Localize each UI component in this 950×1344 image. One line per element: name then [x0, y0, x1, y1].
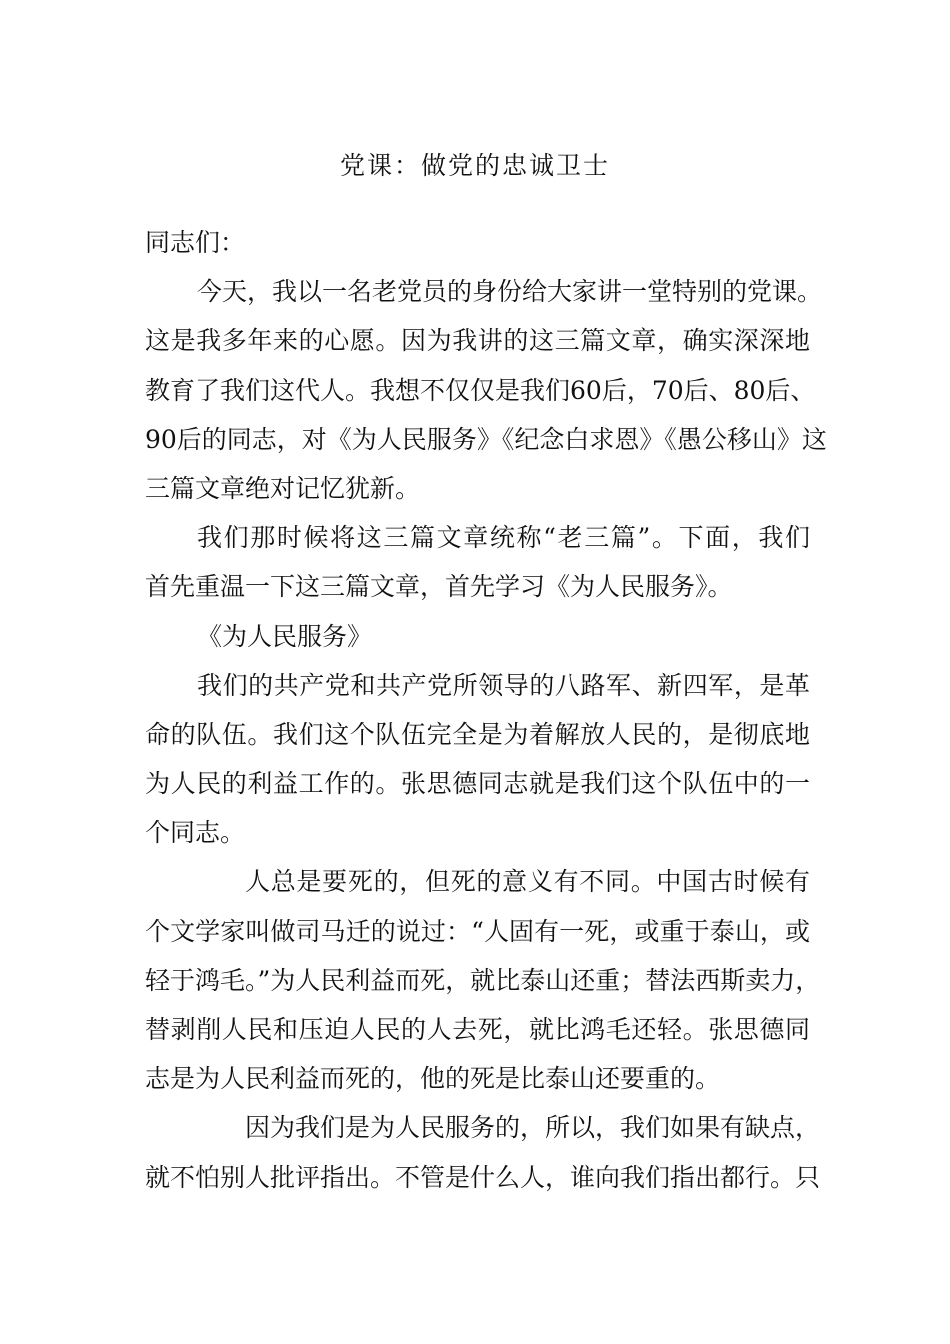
paragraph-line: 个同志。 — [145, 818, 246, 848]
section-heading: 《为人民服务》 — [197, 621, 373, 651]
paragraph-line: 为人民的利益工作的。张思德同志就是我们这个队伍中的一 — [145, 769, 810, 799]
document-body — [145, 218, 827, 1202]
paragraph-line: 我们的共产党和共产党所领导的八路军、新四军，是革 — [197, 670, 810, 700]
paragraph-line: 教育了我们这代人。我想不仅仅是我们60后，70后、80后、 — [145, 375, 816, 405]
paragraph-line: 轻于鸿毛。”为人民利益而死，就比泰山还重；替法西斯卖力， — [145, 965, 821, 995]
paragraph-line: 替剥削人民和压迫人民的人去死，就比鸿毛还轻。张思德同 — [145, 1015, 810, 1044]
paragraph-line: 就不怕别人批评指出。不管是什么人，谁向我们指出都行。只 — [145, 1162, 821, 1192]
paragraph-line: 首先重温一下这三篇文章，首先学习《为人民服务》。 — [145, 572, 733, 602]
paragraph-line: 个文学家叫做司马迁的说过：“人固有一死，或重于泰山，或 — [145, 916, 810, 946]
paragraph-line: 今天，我以一名老党员的身份给大家讲一堂特别的党课。 — [197, 277, 823, 307]
paragraph-line: 三篇文章绝对记忆犹新。 — [145, 473, 421, 503]
paragraph-line: 人总是要死的，但死的意义有不同。中国古时候有 — [245, 867, 810, 897]
paragraph-line: 志是为人民利益而死的，他的死是比泰山还要重的。 — [145, 1064, 721, 1094]
document-title: 党课：做党的忠诚卫士 — [339, 151, 610, 180]
salutation-line: 同志们： — [145, 228, 246, 257]
paragraph-line: 我们那时候将这三篇文章统称“老三篇”。下面，我们 — [197, 523, 810, 553]
paragraph-line: 这是我多年来的心愿。因为我讲的这三篇文章，确实深深地 — [145, 326, 810, 356]
paragraph-line: 90后的同志，对《为人民服务》《纪念白求恩》《愚公移山》这 — [145, 424, 827, 454]
paragraph-line: 因为我们是为人民服务的，所以，我们如果有缺点， — [245, 1113, 821, 1143]
paragraph-line: 命的队伍。我们这个队伍完全是为着解放人民的，是彻底地 — [145, 719, 810, 749]
